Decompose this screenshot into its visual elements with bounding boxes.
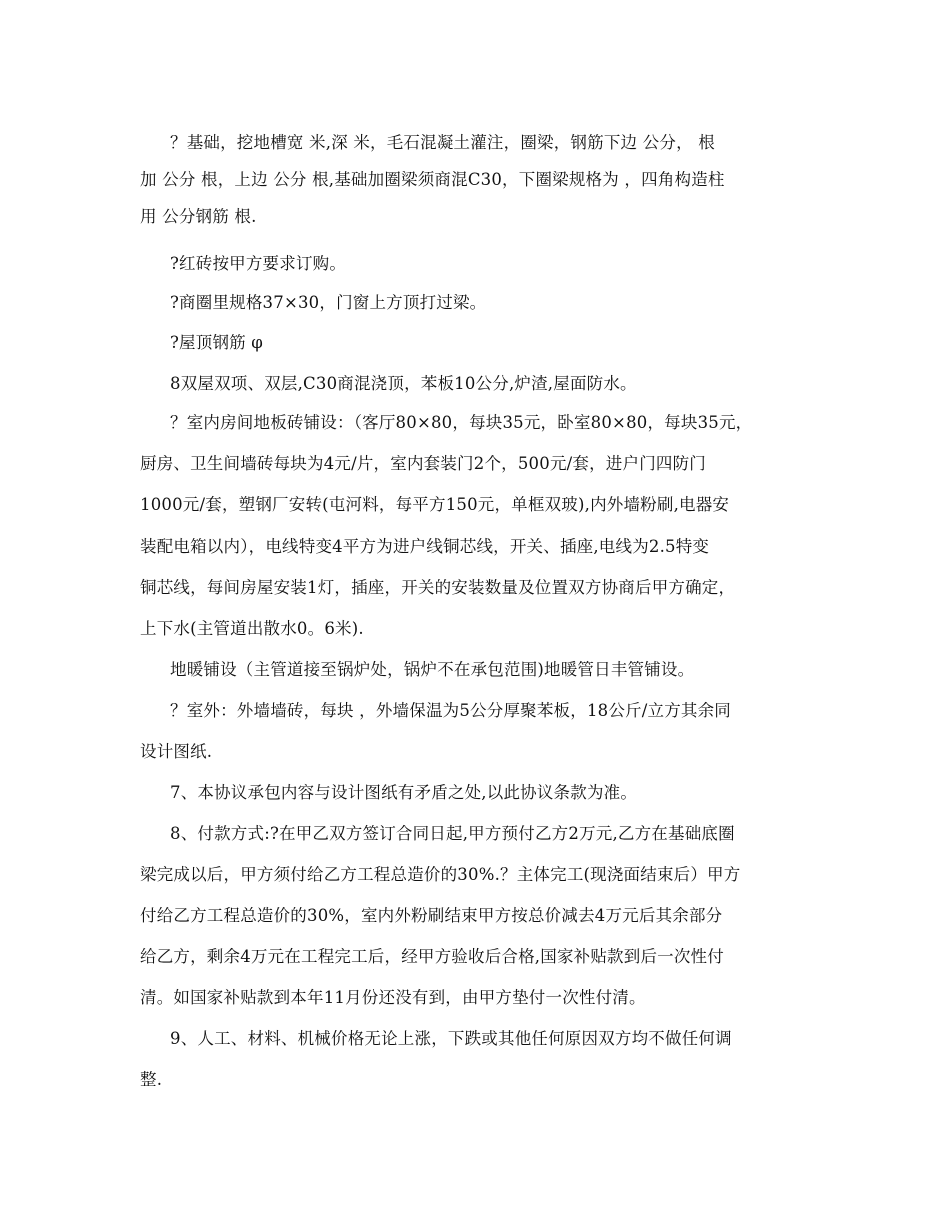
text-line: 8、付款方式:?在甲乙双方签订合同日起,甲方预付乙方2万元,乙方在基础底圈 xyxy=(170,824,735,843)
text-line: 铜芯线，每间房屋安装1灯，插座，开关的安装数量及位置双方协商后甲方确定， xyxy=(140,578,736,597)
text-line: 上下水(主管道出散水0。6米). xyxy=(140,619,364,638)
text-line: ？基础，挖地槽宽 米,深 米，毛石混凝土灌注，圈梁，钢筋下边 公分， 根 xyxy=(170,133,715,152)
text-line: 梁完成以后，甲方须付给乙方工程总造价的30%.？主体完工(现浇面结束后）甲方 xyxy=(140,865,741,884)
text-line: 付给乙方工程总造价的30%，室内外粉刷结束甲方按总价减去4万元后其余部分 xyxy=(140,906,723,925)
text-line: ?屋顶钢筋 φ xyxy=(170,333,264,352)
text-line: 厨房、卫生间墙砖每块为4元/片，室内套装门2个，500元/套，进户门四防门 xyxy=(140,454,707,473)
text-line: 用 公分钢筋 根. xyxy=(140,207,257,226)
text-line: 清。如国家补贴款到本年11月份还没有到，由甲方垫付一次性付清。 xyxy=(140,988,646,1007)
text-line: 整. xyxy=(140,1070,163,1089)
text-line: 地暖铺设（主管道接至锅炉处，锅炉不在承包范围)地暖管日丰管铺设。 xyxy=(170,660,695,679)
text-line: ？室内房间地板砖铺设：（客厅80×80，每块35元，卧室80×80，每块35元， xyxy=(170,413,753,432)
text-line: 9、人工、材料、机械价格无论上涨，下跌或其他任何原因双方均不做任何调 xyxy=(170,1029,732,1048)
text-line: 1000元/套，塑钢厂安转(屯河料，每平方150元，单框双玻),内外墙粉刷,电器安 xyxy=(140,495,730,514)
text-line: 给乙方，剩余4万元在工程完工后，经甲方验收后合格,国家补贴款到后一次性付 xyxy=(140,947,724,966)
text-line: 8双屋双项、双层,C30商混浇顶，苯板10公分,炉渣,屋面防水。 xyxy=(170,374,637,393)
text-line: 设计图纸. xyxy=(140,742,213,761)
text-line: 7、本协议承包内容与设计图纸有矛盾之处,以此协议条款为准。 xyxy=(170,783,638,802)
text-line: ?商圈里规格37×30，门窗上方顶打过梁。 xyxy=(170,293,487,312)
text-line: 加 公分 根，上边 公分 根,基础加圈梁须商混C30，下圈梁规格为 ，四角构造柱 xyxy=(140,170,725,189)
text-line: ?红砖按甲方要求订购。 xyxy=(170,254,347,273)
text-line: ？室外：外墙墙砖，每块 ，外墙保温为5公分厚聚苯板，18公斤/立方其余同 xyxy=(170,701,731,720)
text-line: 装配电箱以内），电线特变4平方为进户线铜芯线，开关、插座,电线为2.5特变 xyxy=(140,537,710,556)
